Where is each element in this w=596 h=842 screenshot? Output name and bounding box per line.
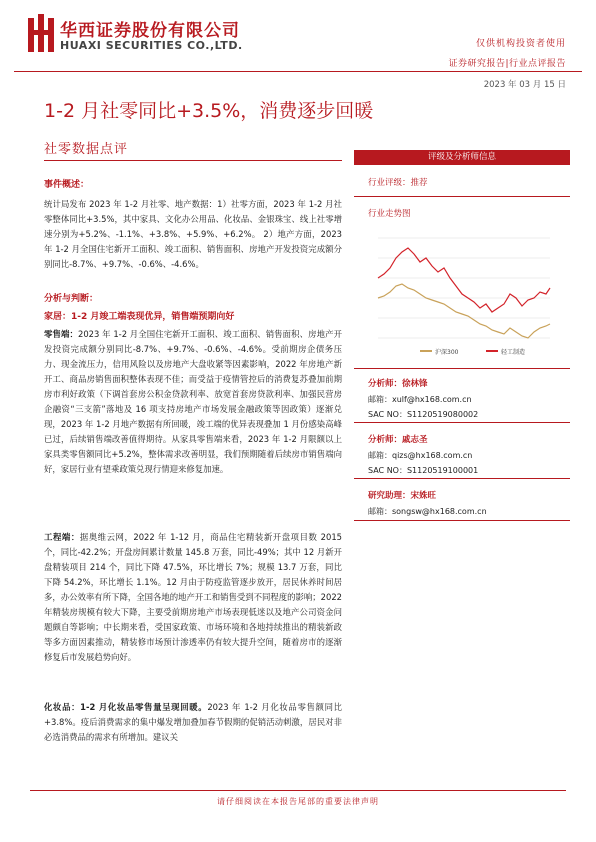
analysis-section xyxy=(44,292,342,477)
cosmetics-text: 2023 年 1-2 月化妆品零售额同比+3.8%。疫后消费需求的集中爆发增加叠加春节假期的促销活动刺激，居民对非必选消费品的需求有所增加。建议关 xyxy=(44,702,342,742)
analyst-1-email[interactable]: 邮箱：xulf@hx168.com.cn xyxy=(368,395,472,404)
analyst-3-title: 研究助理： xyxy=(368,491,411,501)
event-section xyxy=(44,178,342,272)
company-logo-icon xyxy=(28,14,54,52)
engineering-section xyxy=(44,530,342,665)
analyst-3-email[interactable]: 邮箱：songsw@hx168.com.cn xyxy=(368,507,487,516)
cosmetics-paragraph xyxy=(44,700,342,745)
cosmetics-heading: 化妆品：1-2 月化妆品零售量呈现回暖。 xyxy=(44,702,208,712)
sidebar-divider xyxy=(354,196,570,197)
series-line-hs300 xyxy=(378,284,550,338)
engineering-label: 工程端： xyxy=(44,532,80,542)
industry-trend-chart xyxy=(360,228,568,358)
chart-legend xyxy=(420,348,525,356)
home-heading: 家居：1-2 月竣工端表现优异，销售端预期向好 xyxy=(44,312,235,322)
analyst-2-sac: SAC NO：S1120519100001 xyxy=(368,466,479,475)
analyst-2-email[interactable]: 邮箱：qizs@hx168.com.cn xyxy=(368,451,473,460)
footer-divider xyxy=(30,790,566,791)
retail-text: 2023 年 1-2 月全国住宅新开工面积、竣工面积、销售面积、房地产开发投资完成额分别同比-8.7%、+9.7%、-0.6%、-4.6%。受前期房企债务压力、现金流压力，信用风险以及房地产大盘收紧等因素影响，2022 年房地产新开工、商品房销售面积整体表现不佳；而受益于疫情管控后的消费复苏叠加前期房市利好政策（下调首套房公积金贷款利率、放宽首套房贷款利率、加强民营房企融资“三支箭”落地及 16 项支持房地产市场发展金融政策等因政策）逐渐兑现，2023 年 1-2 月地产数据有所回暖，竣工端的优异表现叠加 1 月份感染高峰已过，后续销售端改善值得期待。从家具零售端来看，2023 年 1-2 月限额以上家具类零售额同比+5.2%，整体需求改善明显，我们预期随着后续房市销售端向好，家居行业有望乘政策兑现行情迎来修复加速。 xyxy=(44,329,343,474)
engineering-paragraph xyxy=(44,530,342,665)
analyst-divider xyxy=(354,422,570,423)
analyst-card-1 xyxy=(368,376,568,422)
report-date: 2023 年 03 月 15 日 xyxy=(483,80,566,90)
retail-label: 零售端： xyxy=(44,329,78,339)
analyst-card-3 xyxy=(368,488,568,519)
analyst-card-2 xyxy=(368,432,568,478)
subtitle-divider xyxy=(44,160,342,161)
legend-light-manufacturing: 轻工制造 xyxy=(501,349,526,356)
analyst-2-title: 分析师： xyxy=(368,435,403,445)
analyst-1-name: 徐林锋 xyxy=(402,379,428,389)
audience-note: 仅供机构投资者使用 xyxy=(475,39,566,49)
industry-rating: 行业评级：推荐 xyxy=(368,178,428,188)
sidebar-header: 评级及分析师信息 xyxy=(354,150,570,165)
brand-name-en: HUAXI SECURITIES CO.,LTD. xyxy=(60,39,243,52)
retail-paragraph xyxy=(44,327,342,477)
chart-divider xyxy=(354,368,570,369)
analyst-divider xyxy=(354,478,570,479)
engineering-text: 据奥维云网，2022 年 1-12 月，商品住宅精装新开盘项目数 2015 个，同比-42.2%；开盘房间累计数量 145.8 万套，同比-49%；其中 12 月新开盘精装项目 214 个，同比下降 47.5%，环比增长 7%；规模 13.7 万套，同比下降 54.2%，环比增长 1.1%。12 月由于防疫监管逐步放开，居民休养时间居多，办公效率有所下降，全国各地的地产开工和销售受到不同程度的影响；2022 年精装房规模有较大下降，主要受前期房地产市场表现低迷以及地产公司资金问题颇自等影响；中长期来看，受国家政策、市场环境和各地持续推出的精装新政等多方面因素推动，精装修市场预计渗透率仍有较大提升空间，随着房市的逐渐修复后市发展趋势向好。 xyxy=(44,532,342,662)
report-subtitle: 社零数据点评 xyxy=(44,142,129,157)
event-heading: 事件概述： xyxy=(44,180,90,190)
cosmetics-section xyxy=(44,700,342,745)
event-paragraph: 统计局发布 2023 年 1-2 月社零、地产数据：1）社零方面，2023 年 1-2 月社零整体同比+3.5%，其中家具、文化办公用品、化妆品、金银珠宝、线上社零增速分别为+5.2%、-1.1%、+3.8%、+5.9%、+6.2%。 2）地产方面，2023 年 1-2 月全国住宅新开工面积、竣工面积、销售面积、房地产开发投资完成额分别同比-8.7%、+9.7%、-0.6%、-4.6%。 xyxy=(44,199,342,269)
report-type: 证券研究报告|行业点评报告 xyxy=(448,59,566,69)
series-line-light-manufacturing xyxy=(378,248,550,312)
analyst-divider xyxy=(354,520,570,521)
legend-hs300: 沪深300 xyxy=(435,349,459,356)
brand-name-cn: 华西证券股份有限公司 xyxy=(60,21,240,41)
legal-notice: 请仔细阅读在本报告尾部的重要法律声明 xyxy=(217,797,379,806)
analyst-3-name: 宋姝旺 xyxy=(410,491,437,501)
analyst-1-title: 分析师： xyxy=(368,379,403,389)
analyst-1-sac: SAC NO：S1120519080002 xyxy=(368,410,479,419)
header-divider xyxy=(14,71,582,72)
report-title: 1-2 月社零同比+3.5%，消费逐步回暖 xyxy=(44,100,374,122)
analysis-heading: 分析与判断： xyxy=(44,294,99,304)
trend-chart-title: 行业走势图 xyxy=(368,209,411,219)
analyst-2-name: 戚志圣 xyxy=(402,435,428,445)
